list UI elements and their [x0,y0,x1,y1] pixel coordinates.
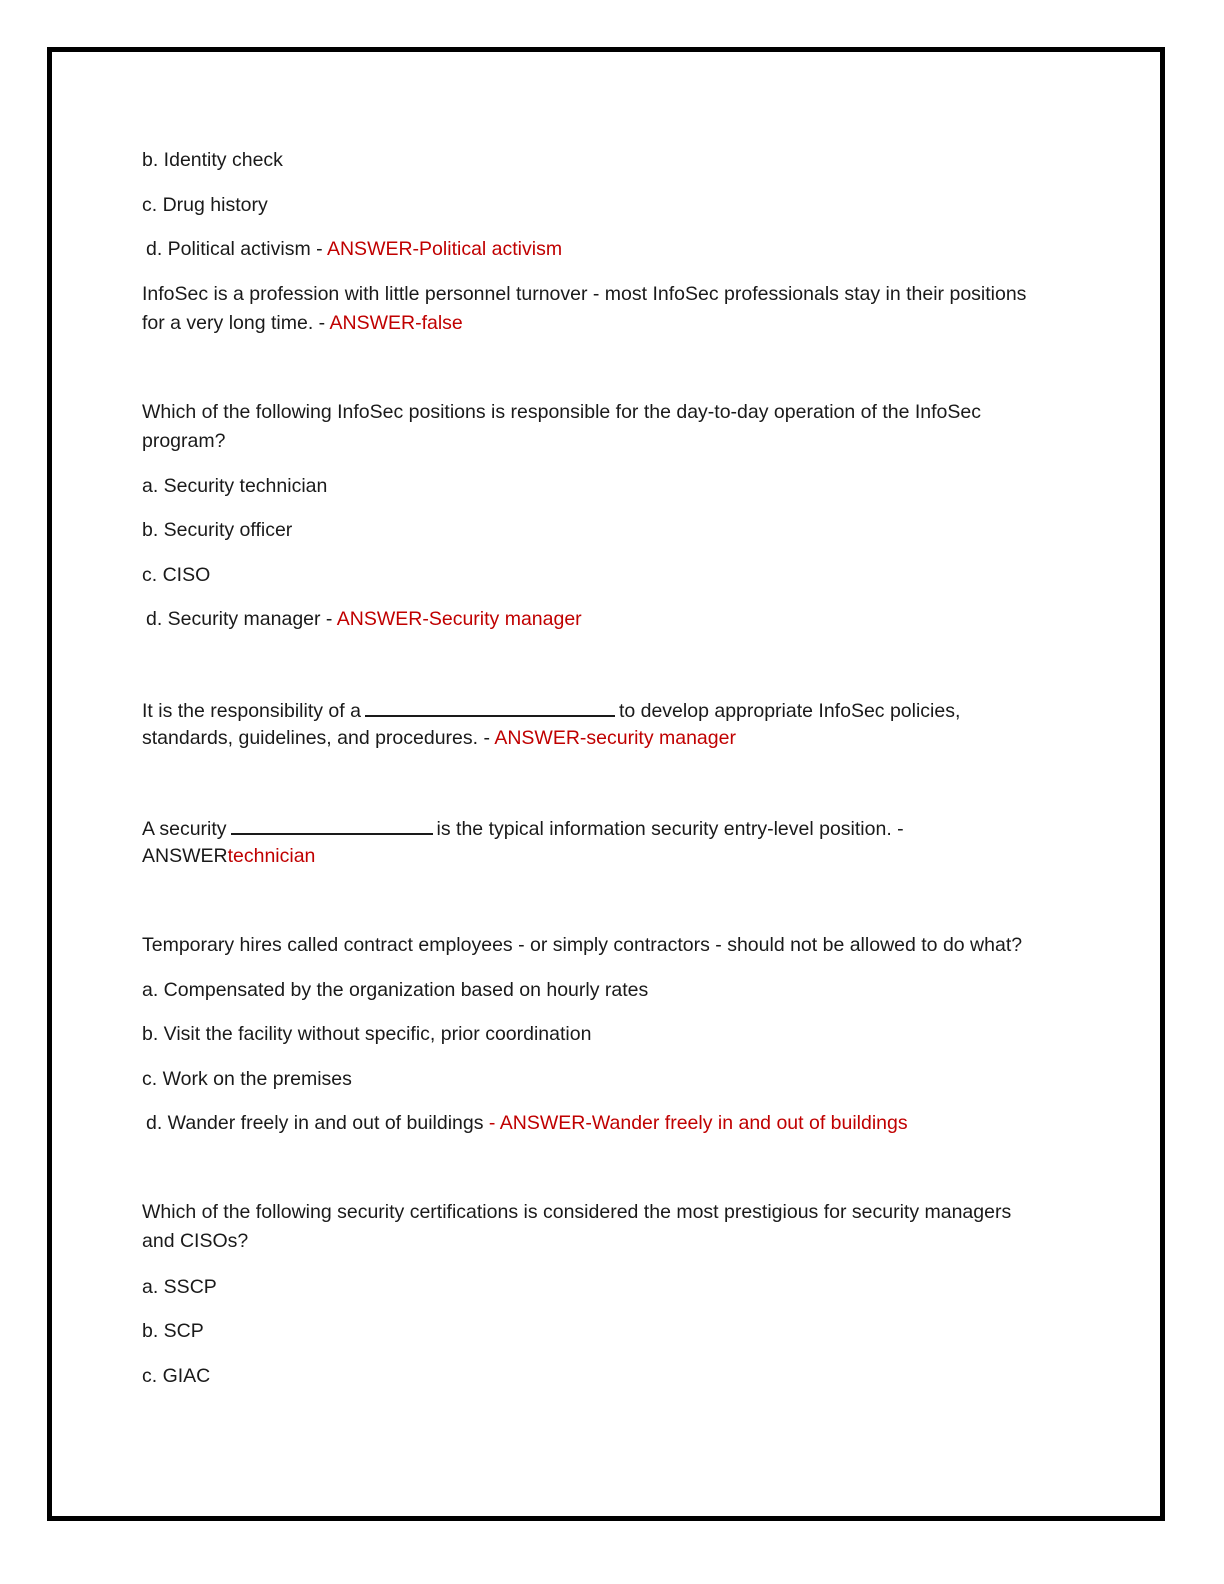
option-b-visit-facility: b. Visit the facility without specific, prior coordination [142,1023,592,1045]
question-entry-level [142,813,904,844]
question-day-to-day-cont: program? [142,430,226,452]
option-d-wander-freely [146,1109,908,1138]
option-text: d. Security manager - [146,608,337,630]
option-b-identity-check: b. Identity check [142,149,283,171]
option-c-ciso: c. CISO [142,564,211,586]
option-a-sscp: a. SSCP [142,1276,217,1298]
answer-text: ANSWER-Political activism [326,238,563,260]
option-b-security-officer: b. Security officer [142,519,293,541]
option-text: d. Wander freely in and out of buildings [146,1112,489,1134]
answer-label: ANSWER [142,845,228,867]
answer-text: - ANSWER-Wander freely in and out of buildings [488,1112,908,1134]
question-responsibility-cont [142,724,736,753]
question-certifications: Which of the following security certifications is considered the most prestigious for security managers [142,1201,1012,1223]
answer-text: ANSWER-false [329,312,463,334]
option-c-drug-history: c. Drug history [142,194,268,216]
answer-text: ANSWER-security manager [494,727,736,749]
question-text: standards, guidelines, and procedures. - [142,727,495,749]
question-text: is the typical information security entry-level position. - [436,818,904,840]
question-entry-level-cont [142,842,315,871]
option-d-security-manager [146,605,582,634]
option-a-compensated: a. Compensated by the organization based on hourly rates [142,979,649,1001]
option-b-scp: b. SCP [142,1320,204,1342]
question-text: A security [142,818,227,840]
answer-text: ANSWER-Security manager [336,608,582,630]
fill-in-blank [365,695,615,717]
option-text: d. Political activism - [146,238,327,260]
option-c-giac: c. GIAC [142,1365,211,1387]
option-c-work-premises: c. Work on the premises [142,1068,352,1090]
option-a-security-technician: a. Security technician [142,475,328,497]
question-day-to-day: Which of the following InfoSec positions is responsible for the day-to-day operation of the InfoSec [142,401,981,423]
question-contractors: Temporary hires called contract employees - or simply contractors - should not be allowed to do what? [142,934,1023,956]
option-d-political-activism [146,235,562,264]
question-text: to develop appropriate InfoSec policies, [618,700,961,722]
question-certifications-cont: and CISOs? [142,1230,249,1252]
question-text: for a very long time. - [142,312,330,334]
question-responsibility [142,695,960,726]
question-turnover-cont [142,309,463,338]
question-turnover: InfoSec is a profession with little personnel turnover - most InfoSec professionals stay in their positions [142,283,1027,305]
question-text: It is the responsibility of a [142,700,361,722]
fill-in-blank [231,813,433,835]
answer-text: technician [227,845,316,867]
